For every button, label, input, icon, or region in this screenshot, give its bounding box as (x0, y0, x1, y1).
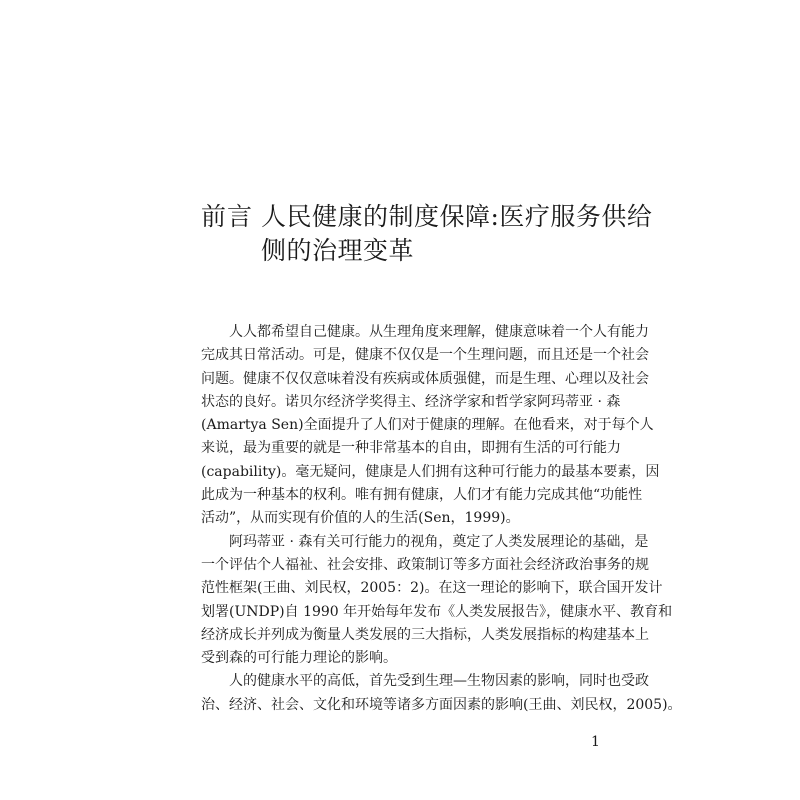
text-line: 范性框架(王曲、刘民权，2005：2)。在这一理论的影响下，联合国开发计 (201, 580, 663, 597)
text-line: 完成其日常活动。可是，健康不仅仅是一个生理问题，而且还是一个社会 (201, 347, 649, 364)
page-number: 1 (591, 734, 600, 750)
paragraph (201, 531, 673, 671)
text-line: 人的健康水平的高低，首先受到生理—生物因素的影响，同时也受政 (229, 673, 649, 690)
text-line: (capability)。毫无疑问，健康是人们拥有这种可行能力的最基本要素，因 (201, 463, 660, 480)
heading-title-line: 侧的治理变革 (261, 236, 415, 265)
heading-title-line: 人民健康的制度保障:医疗服务供给 (261, 202, 653, 231)
text-line: 划署(UNDP)自 1990 年开始每年发布《人类发展报告》，健康水平、教育和 (201, 603, 673, 620)
heading-title (261, 200, 653, 268)
text-line: 问题。健康不仅仅意味着没有疾病或体质强健，而是生理、心理以及社会 (201, 370, 649, 387)
text-line: 此成为一种基本的权利。唯有拥有健康，人们才有能力完成其他“功能性 (201, 487, 643, 504)
text-line: 来说，最为重要的就是一种非常基本的自由，即拥有生活的可行能力 (201, 440, 621, 457)
body-text (201, 321, 682, 717)
text-line: 活动”，从而实现有价值的人的生活(Sen，1999)。 (201, 510, 520, 527)
paragraph (201, 321, 660, 531)
text-line: 经济成长并列成为衡量人类发展的三大指标，人类发展指标的构建基本上 (201, 626, 649, 643)
text-line: 治、经济、社会、文化和环境等诸多方面因素的影响(王曲、刘民权，2005)。 (201, 696, 682, 713)
text-line: 人人都希望自己健康。从生理角度来理解，健康意味着一个人有能力 (229, 324, 649, 340)
text-line: 受到森的可行能力理论的影响。 (201, 650, 397, 667)
text-line: 阿玛蒂亚 · 森有关可行能力的视角，奠定了人类发展理论的基础，是 (229, 533, 649, 550)
heading-label: 前言 (201, 202, 254, 231)
paragraph (201, 670, 682, 717)
text-line: (Amartya Sen)全面提升了人们对于健康的理解。在他看来，对于每个人 (201, 417, 654, 434)
text-line: 一个评估个人福祉、社会安排、政策制订等多方面社会经济政治事务的规 (201, 556, 649, 573)
text-line: 状态的良好。诺贝尔经济学奖得主、经济学家和哲学家阿玛蒂亚 · 森 (201, 393, 621, 410)
